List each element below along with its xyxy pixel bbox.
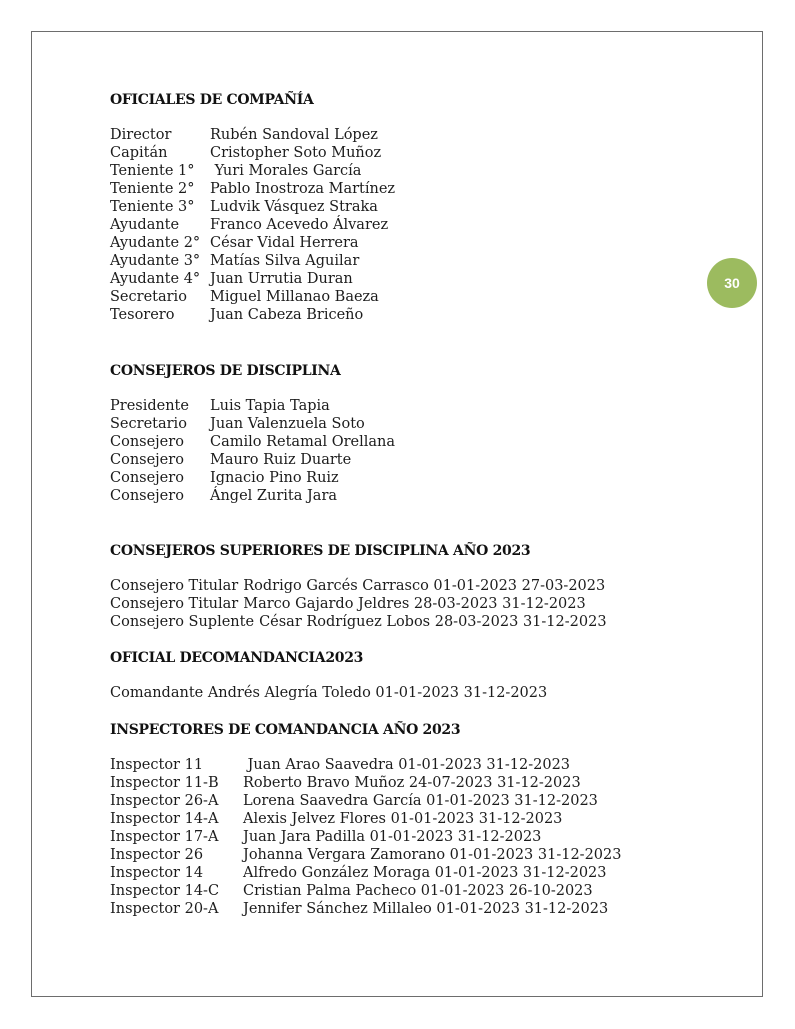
superiores-list	[110, 577, 700, 631]
person-name: Rubén Sandoval López	[210, 127, 378, 143]
list-item	[110, 180, 700, 198]
person-name: Jennifer Sánchez Millaleo 01-01-2023 31-12-2023	[243, 901, 609, 917]
person-name: César Rodríguez Lobos 28-03-2023 31-12-2023	[259, 614, 607, 630]
role-label: Ayudante 3°	[110, 253, 201, 269]
list-item	[110, 756, 700, 774]
comandancia-line: Comandante Andrés Alegría Toledo 01-01-2023 31-12-2023	[110, 685, 548, 701]
list-item	[110, 216, 700, 234]
comandancia-list	[110, 684, 700, 702]
role-label: Capitán	[110, 145, 168, 161]
list-item	[110, 270, 700, 288]
role-label: Secretario	[110, 416, 187, 432]
role-label: Teniente 1°	[110, 163, 195, 179]
section-superiores	[110, 541, 700, 631]
list-item	[110, 828, 700, 846]
inspectores-list	[110, 756, 700, 918]
role-label: Teniente 2°	[110, 181, 195, 197]
role-label: Inspector 11	[110, 757, 204, 773]
person-name: Camilo Retamal Orellana	[210, 434, 396, 450]
person-name: Cristian Palma Pacheco 01-01-2023 26-10-2023	[243, 883, 593, 899]
list-item	[110, 846, 700, 864]
person-name: Juan Valenzuela Soto	[210, 416, 365, 432]
list-item	[110, 162, 700, 180]
list-item	[110, 126, 700, 144]
person-name: Ángel Zurita Jara	[210, 488, 338, 504]
role-label: Consejero Suplente	[110, 614, 255, 630]
role-label: Consejero	[110, 488, 184, 504]
list-item	[110, 864, 700, 882]
role-label: Inspector 20-A	[110, 901, 219, 917]
page-number-badge: 30	[707, 258, 757, 308]
role-label: Inspector 14-C	[110, 883, 220, 899]
list-item	[110, 613, 700, 631]
role-label: Inspector 14	[110, 865, 204, 881]
person-name: Juan Jara Padilla 01-01-2023 31-12-2023	[243, 829, 542, 845]
list-item	[110, 397, 700, 415]
section-heading: OFICIAL DECOMANDANCIA2023	[110, 650, 364, 666]
role-label: Inspector 26	[110, 847, 204, 863]
role-label: Ayudante 4°	[110, 271, 201, 287]
consejeros-list	[110, 397, 700, 505]
person-name: César Vidal Herrera	[210, 235, 359, 251]
person-name: Lorena Saavedra García 01-01-2023 31-12-2023	[243, 793, 598, 809]
list-item	[110, 487, 700, 505]
role-label: Ayudante 2°	[110, 235, 201, 251]
role-label: Inspector 26-A	[110, 793, 219, 809]
person-name: Ignacio Pino Ruiz	[210, 470, 339, 486]
list-item	[110, 792, 700, 810]
section-heading: INSPECTORES DE COMANDANCIA AÑO 2023	[110, 722, 461, 738]
role-label: Teniente 3°	[110, 199, 195, 215]
section-inspectores	[110, 720, 700, 918]
person-name: Luis Tapia Tapia	[210, 398, 330, 414]
person-name: Matías Silva Aguilar	[210, 253, 360, 269]
role-label: Consejero	[110, 434, 184, 450]
role-label: Inspector 14-A	[110, 811, 219, 827]
list-item	[110, 415, 700, 433]
section-heading: CONSEJEROS DE DISCIPLINA	[110, 363, 341, 379]
person-name: Alexis Jelvez Flores 01-01-2023 31-12-2023	[243, 811, 563, 827]
list-item	[110, 900, 700, 918]
person-name: Alfredo González Moraga 01-01-2023 31-12-2023	[243, 865, 607, 881]
section-heading: OFICIALES DE COMPAÑÍA	[110, 92, 314, 108]
person-name: Marco Gajardo Jeldres 28-03-2023 31-12-2023	[243, 596, 586, 612]
person-name: Johanna Vergara Zamorano 01-01-2023 31-12-2023	[243, 847, 622, 863]
list-item	[110, 144, 700, 162]
role-label: Secretario	[110, 289, 187, 305]
list-item	[110, 595, 700, 613]
person-name: Miguel Millanao Baeza	[210, 289, 379, 305]
list-item	[110, 288, 700, 306]
role-label: Consejero	[110, 470, 184, 486]
role-label: Consejero Titular	[110, 578, 239, 594]
list-item	[110, 577, 700, 595]
person-name: Franco Acevedo Álvarez	[210, 217, 389, 233]
role-label: Inspector 11-B	[110, 775, 219, 791]
person-name: Ludvik Vásquez Straka	[210, 199, 378, 215]
list-item	[110, 433, 700, 451]
list-item	[110, 774, 700, 792]
person-name: Juan Urrutia Duran	[210, 271, 353, 287]
role-label: Tesorero	[110, 307, 175, 323]
person-name: Roberto Bravo Muñoz 24-07-2023 31-12-2023	[243, 775, 581, 791]
list-item	[110, 198, 700, 216]
role-label: Presidente	[110, 398, 189, 414]
oficiales-list	[110, 126, 700, 324]
list-item	[110, 882, 700, 900]
person-name: Juan Arao Saavedra 01-01-2023 31-12-2023	[243, 757, 571, 773]
person-name: Yuri Morales García	[210, 163, 362, 179]
list-item	[110, 234, 700, 252]
list-item	[110, 451, 700, 469]
person-name: Cristopher Soto Muñoz	[210, 145, 382, 161]
role-label: Consejero Titular	[110, 596, 239, 612]
section-comandancia	[110, 648, 700, 702]
role-label: Director	[110, 127, 172, 143]
role-label: Consejero	[110, 452, 184, 468]
person-name: Juan Cabeza Briceño	[210, 307, 364, 323]
person-name: Mauro Ruiz Duarte	[210, 452, 352, 468]
role-label: Ayudante	[110, 217, 180, 233]
section-heading: CONSEJEROS SUPERIORES DE DISCIPLINA AÑO 2023	[110, 543, 531, 559]
role-label: Inspector 17-A	[110, 829, 219, 845]
section-oficiales	[110, 90, 700, 324]
list-item	[110, 252, 700, 270]
list-item	[110, 469, 700, 487]
person-name: Rodrigo Garcés Carrasco 01-01-2023 27-03-2023	[243, 578, 606, 594]
list-item	[110, 810, 700, 828]
list-item	[110, 306, 700, 324]
person-name: Pablo Inostroza Martínez	[210, 181, 396, 197]
section-consejeros	[110, 361, 700, 505]
